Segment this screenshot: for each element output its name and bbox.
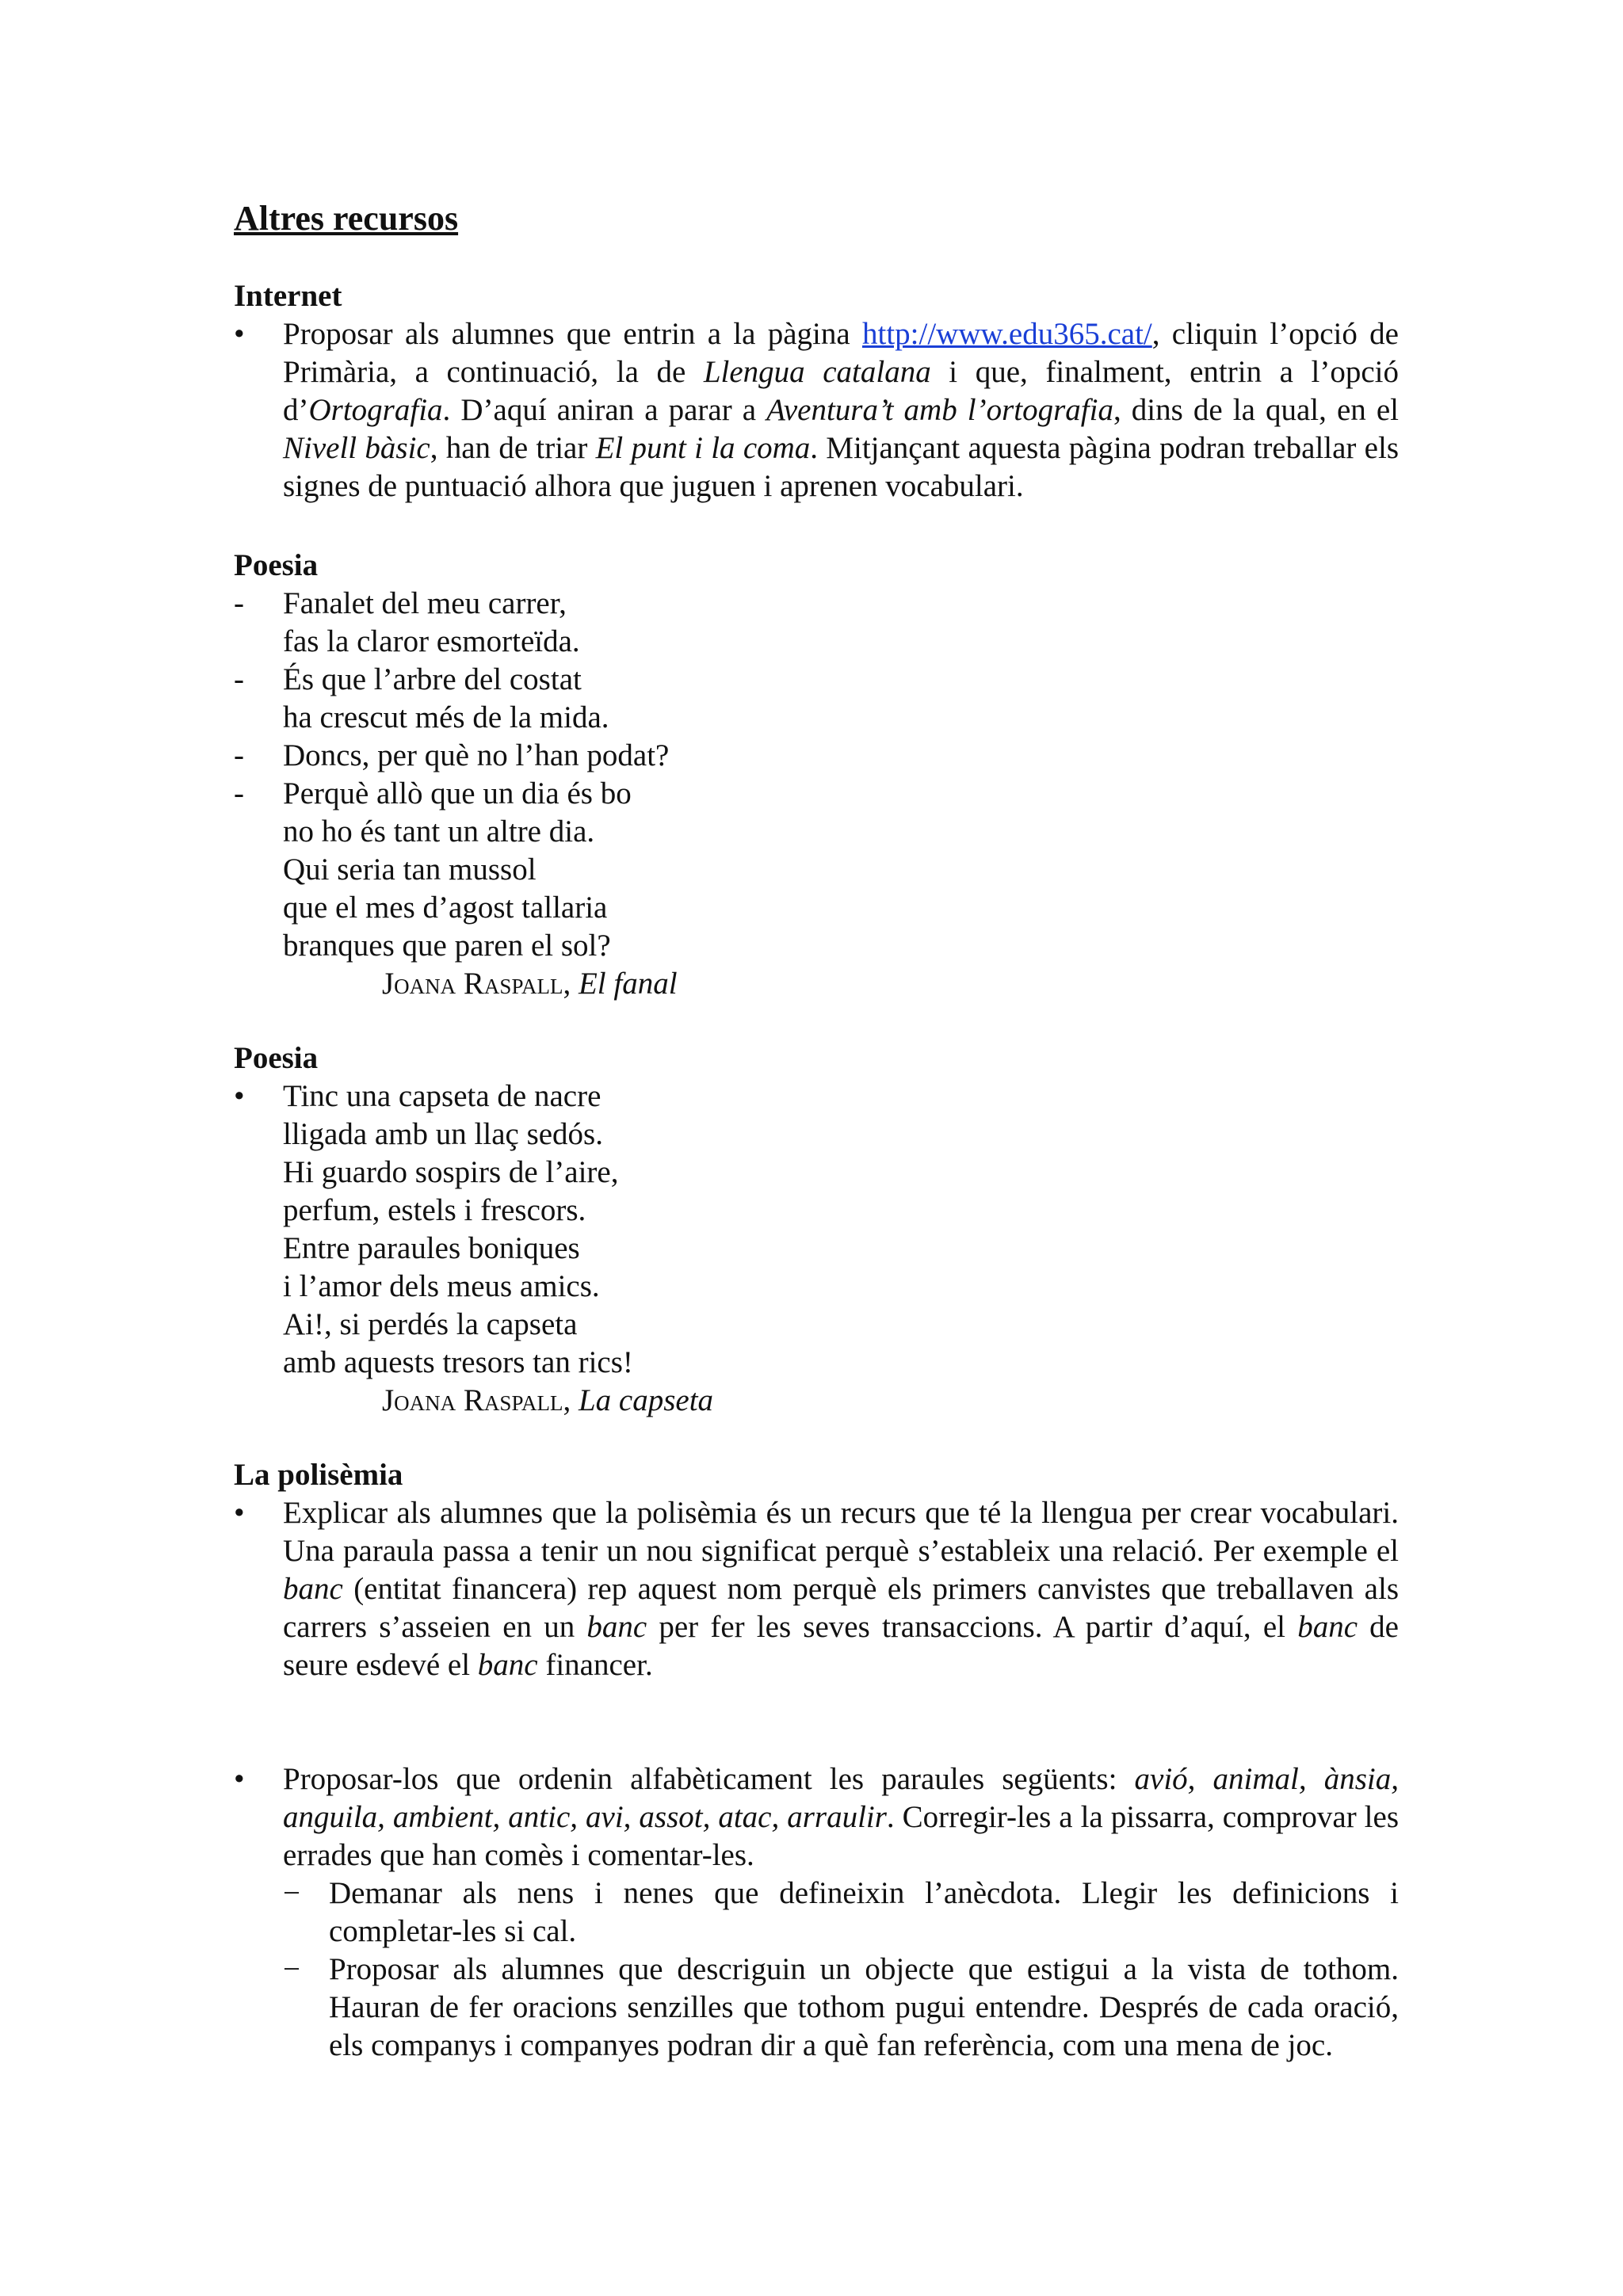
sub-list-item: − Proposar als alumnes que descriguin un objecte que estigui a la vista de tothom. Hauran de fer oracions senzilles que tothom pugui entendre. Després de cada oració, els companys i companyes podran dir a què fan referència, com una mena de joc.: [283, 1952, 1399, 2062]
work-title: La capseta: [578, 1383, 714, 1417]
poem-stanza: [234, 1077, 1399, 1420]
poem-line: Fanalet del meu carrer,: [283, 586, 567, 620]
list-item: • Explicar als alumnes que la polisèmia és un recurs que té la llengua per crear vocabulari. Una paraula passa a tenir un nou significat perquè s’estableix una relació. Per exemple el banc (entitat financera) rep aquest nom perquè els primers canvistes que treballaven als carrers s’asseien en un banc per fer les seves transaccions. A partir d’aquí, el banc de seure esdevé el banc financer.: [234, 1496, 1399, 1682]
bullet-marker: •: [234, 1079, 245, 1113]
dash-marker: -: [234, 586, 244, 620]
poem-stanza: [234, 775, 1399, 1003]
poem-line: amb aquests tresors tan rics!: [283, 1345, 633, 1379]
internet-section: [234, 315, 1399, 505]
list-item: • Proposar-los que ordenin alfabèticament les paraules següents: avió, animal, ànsia, anguila, ambient, antic, avi, assot, atac, arraulir. Corregir-les a la pissarra, comprovar les errades que han comès i comentar-les. − Demanar als nens i nenes que defineixin l’anècdota. Llegir les definicions i completar-les si cal. − Proposar als alumnes que descriguin un objecte que estigui a la vista de tothom. Hauran de fer oracions senzilles que tothom pugui entendre. Després de cada oració, els companys i companyes podran dir a què fan referència, com una mena de joc.: [234, 1760, 1399, 2065]
poem-line: no ho és tant un altre dia.: [283, 814, 595, 849]
poem-capseta: [234, 1077, 1399, 1420]
poem-line: Entre paraules boniques: [283, 1231, 580, 1265]
poem-stanza: [234, 661, 1399, 737]
ordenar-section: [234, 1760, 1399, 2065]
poem-line: Doncs, per què no l’han podat?: [283, 738, 670, 772]
dash-marker: -: [234, 662, 244, 696]
list-item: • Proposar als alumnes que entrin a la pàgina http://www.edu365.cat/, cliquin l’opció de Primària, a continuació, la de Llengua catalana i que, finalment, entrin a l’opció d’Ortografia. D’aquí aniran a parar a Aventura’t amb l’ortografia, dins de la qual, en el Nivell bàsic, han de triar El punt i la coma. Mitjançant aquesta pàgina podran treballar els signes de puntuació alhora que juguen i aprenen vocabulari.: [234, 317, 1399, 503]
poem-line: i l’amor dels meus amics.: [283, 1269, 600, 1303]
poem-line: ha crescut més de la mida.: [283, 700, 609, 734]
poem-stanza: [234, 737, 1399, 775]
poem-line: Hi guardo sospirs de l’aire,: [283, 1155, 619, 1189]
poem-attribution: Joana Raspall, El fanal: [382, 967, 678, 1001]
dash-marker: -: [234, 776, 244, 810]
word-list: avió, animal, ànsia, anguila, ambient, antic, avi, assot, atac, arraulir: [283, 1762, 1399, 1834]
poem-line: Perquè allò que un dia és bo: [283, 776, 632, 810]
sub-list: [283, 1875, 1399, 2065]
poem-attribution: Joana Raspall, La capseta: [382, 1383, 714, 1417]
poem-line: Tinc una capseta de nacre: [283, 1079, 601, 1113]
poem-line: És que l’arbre del costat: [283, 662, 582, 696]
work-title: El fanal: [578, 967, 678, 1001]
edu365-link[interactable]: http://www.edu365.cat/: [862, 317, 1152, 351]
poem-fanal: [234, 585, 1399, 1003]
bullet-marker: •: [234, 1496, 245, 1530]
poem-line: que el mes d’agost tallaria: [283, 891, 608, 925]
polisemia-section: [234, 1494, 1399, 1684]
poem-line: Ai!, si perdés la capseta: [283, 1307, 578, 1341]
dash-marker: -: [234, 738, 244, 772]
bullet-marker: •: [234, 317, 245, 351]
page-title: Altres recursos: [234, 199, 459, 238]
poem-stanza: [234, 585, 1399, 661]
dash-marker: −: [283, 1952, 300, 1986]
poem-line: fas la claror esmorteïda.: [283, 624, 580, 658]
section-heading-poesia-2: Poesia: [234, 1041, 319, 1075]
section-heading-internet: Internet: [234, 279, 342, 313]
section-heading-polisemia: La polisèmia: [234, 1458, 403, 1492]
poem-line: branques que paren el sol?: [283, 929, 611, 963]
author-name: Joana Raspall: [382, 967, 563, 1001]
author-name: Joana Raspall: [382, 1383, 563, 1417]
bullet-marker: •: [234, 1762, 245, 1796]
poem-line: lligada amb un llaç sedós.: [283, 1117, 603, 1151]
poem-line: Qui seria tan mussol: [283, 852, 537, 887]
section-heading-poesia-1: Poesia: [234, 548, 319, 582]
dash-marker: −: [283, 1876, 300, 1910]
sub-list-item: − Demanar als nens i nenes que defineixin l’anècdota. Llegir les definicions i completar-les si cal.: [283, 1876, 1399, 1948]
poem-line: perfum, estels i frescors.: [283, 1193, 586, 1227]
